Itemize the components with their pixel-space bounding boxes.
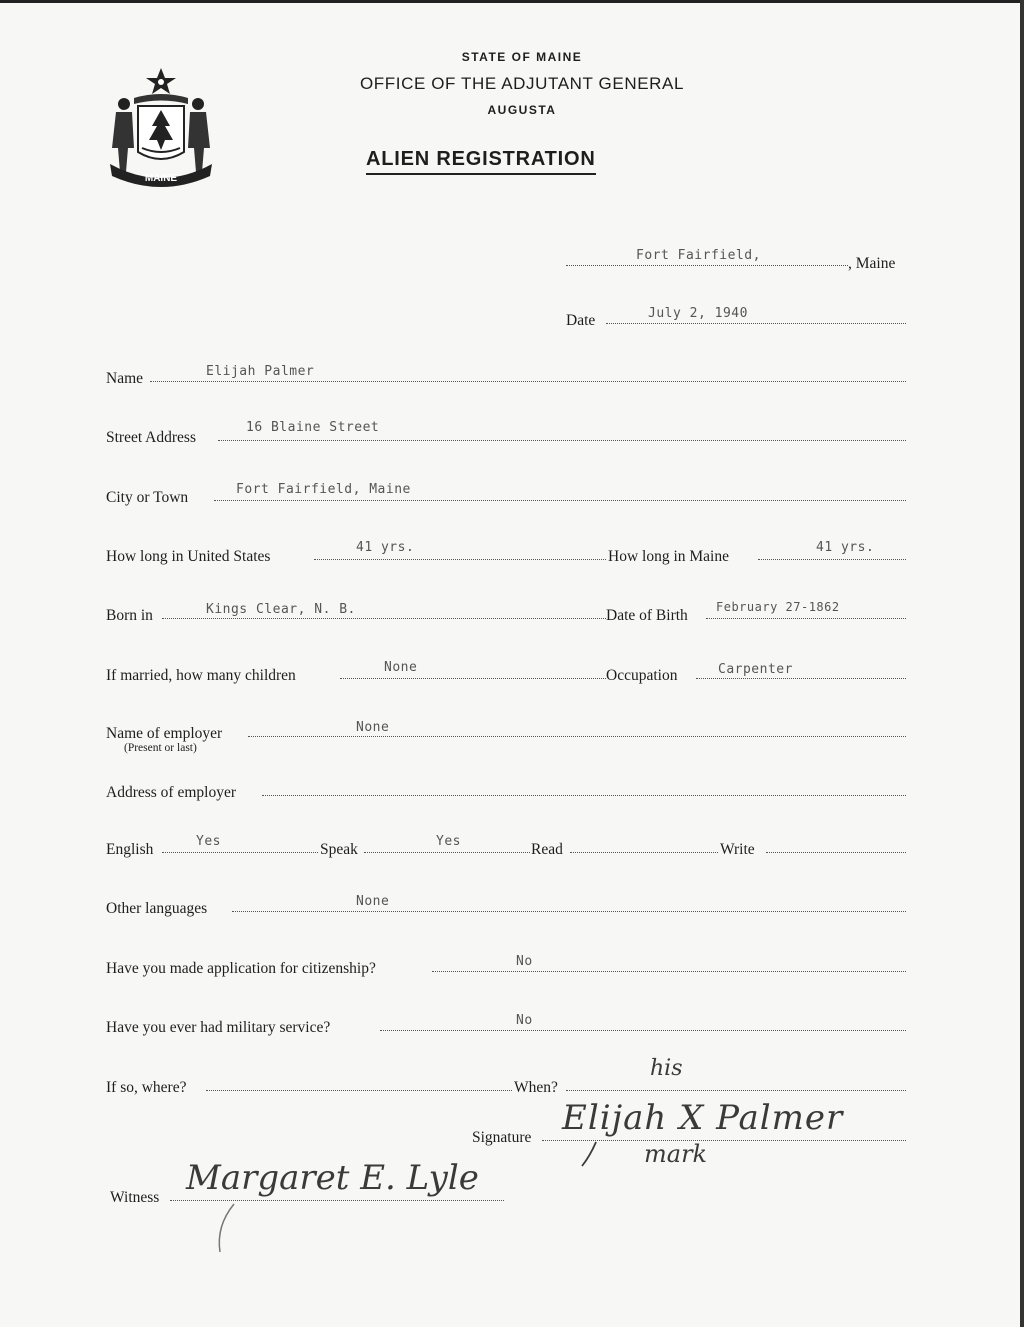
- employer-label: Name of employer: [106, 725, 223, 742]
- date-label: Date: [566, 312, 596, 329]
- name-line: [150, 381, 906, 382]
- scan-edge-right: [1020, 0, 1024, 1327]
- read-line: [570, 852, 718, 853]
- signature-stroke-icon: [576, 1140, 606, 1170]
- witness-label: Witness: [110, 1189, 160, 1206]
- speak-label: Speak: [320, 841, 358, 858]
- english-label: English: [106, 841, 154, 858]
- city-line: [214, 500, 906, 501]
- maine-years-value: 41 yrs.: [816, 540, 875, 555]
- employer-value: None: [356, 720, 390, 735]
- maine-years-line: [758, 559, 906, 560]
- other-languages-value: None: [356, 894, 390, 909]
- seal-text: MAINE: [144, 173, 178, 184]
- office-heading: OFFICE OF THE ADJUTANT GENERAL: [359, 74, 685, 93]
- occupation-value: Carpenter: [718, 662, 793, 677]
- citizenship-line: [432, 971, 906, 972]
- where-line: [206, 1090, 512, 1091]
- children-value: None: [384, 660, 418, 675]
- street-label: Street Address: [106, 429, 196, 446]
- state-heading: STATE OF MAINE: [461, 50, 583, 64]
- when-line: [566, 1090, 906, 1091]
- when-label: When?: [514, 1079, 558, 1096]
- military-value: No: [516, 1013, 533, 1028]
- city-value: Fort Fairfield, Maine: [236, 482, 411, 497]
- birth-date-value: February 27-1862: [716, 600, 840, 614]
- occupation-label: Occupation: [606, 667, 678, 684]
- maine-years-label: How long in Maine: [608, 548, 729, 565]
- place-line: [566, 265, 848, 266]
- scan-edge-top: [0, 0, 1024, 3]
- street-line: [218, 440, 906, 441]
- employer-address-label: Address of employer: [106, 784, 236, 801]
- signature-mark: mark: [644, 1140, 708, 1168]
- children-line: [340, 678, 606, 679]
- form-title: ALIEN REGISTRATION: [366, 148, 596, 175]
- children-label: If married, how many children: [106, 667, 296, 684]
- other-languages-label: Other languages: [106, 900, 208, 917]
- born-in-line: [162, 618, 606, 619]
- citizenship-value: No: [516, 954, 533, 969]
- born-in-value: Kings Clear, N. B.: [206, 602, 356, 617]
- other-languages-line: [232, 911, 906, 912]
- employer-address-line: [262, 795, 906, 796]
- signature-label: Signature: [472, 1129, 532, 1146]
- citizenship-label: Have you made application for citizenship?: [106, 960, 376, 977]
- occupation-line: [696, 678, 906, 679]
- write-label: Write: [720, 841, 755, 858]
- place-value: Fort Fairfield,: [636, 248, 761, 263]
- military-label: Have you ever had military service?: [106, 1019, 331, 1036]
- place-suffix: , Maine: [848, 255, 896, 272]
- read-label: Read: [531, 841, 563, 858]
- speak-line: [364, 852, 530, 853]
- english-value: Yes: [196, 834, 221, 849]
- city-heading: AUGUSTA: [487, 103, 557, 117]
- employer-sublabel: (Present or last): [124, 742, 197, 754]
- witness-value: Margaret E. Lyle: [186, 1158, 479, 1198]
- us-years-value: 41 yrs.: [356, 540, 415, 555]
- city-label: City or Town: [106, 489, 189, 506]
- employer-line: [248, 736, 906, 737]
- birth-date-line: [706, 618, 906, 619]
- write-line: [766, 852, 906, 853]
- street-value: 16 Blaine Street: [246, 420, 380, 435]
- us-years-label: How long in United States: [106, 548, 271, 565]
- military-line: [380, 1030, 906, 1031]
- date-line: [606, 323, 906, 324]
- name-label: Name: [106, 370, 144, 387]
- us-years-line: [314, 559, 606, 560]
- date-value: July 2, 1940: [648, 306, 748, 321]
- signature-value: Elijah X Palmer: [562, 1098, 844, 1138]
- witness-stroke-icon: [212, 1200, 242, 1256]
- signature-his: his: [650, 1056, 683, 1081]
- where-label: If so, where?: [106, 1079, 187, 1096]
- speak-value: Yes: [436, 834, 461, 849]
- born-in-label: Born in: [106, 607, 153, 624]
- english-line: [162, 852, 318, 853]
- name-value: Elijah Palmer: [206, 364, 315, 379]
- birth-date-label: Date of Birth: [606, 607, 688, 624]
